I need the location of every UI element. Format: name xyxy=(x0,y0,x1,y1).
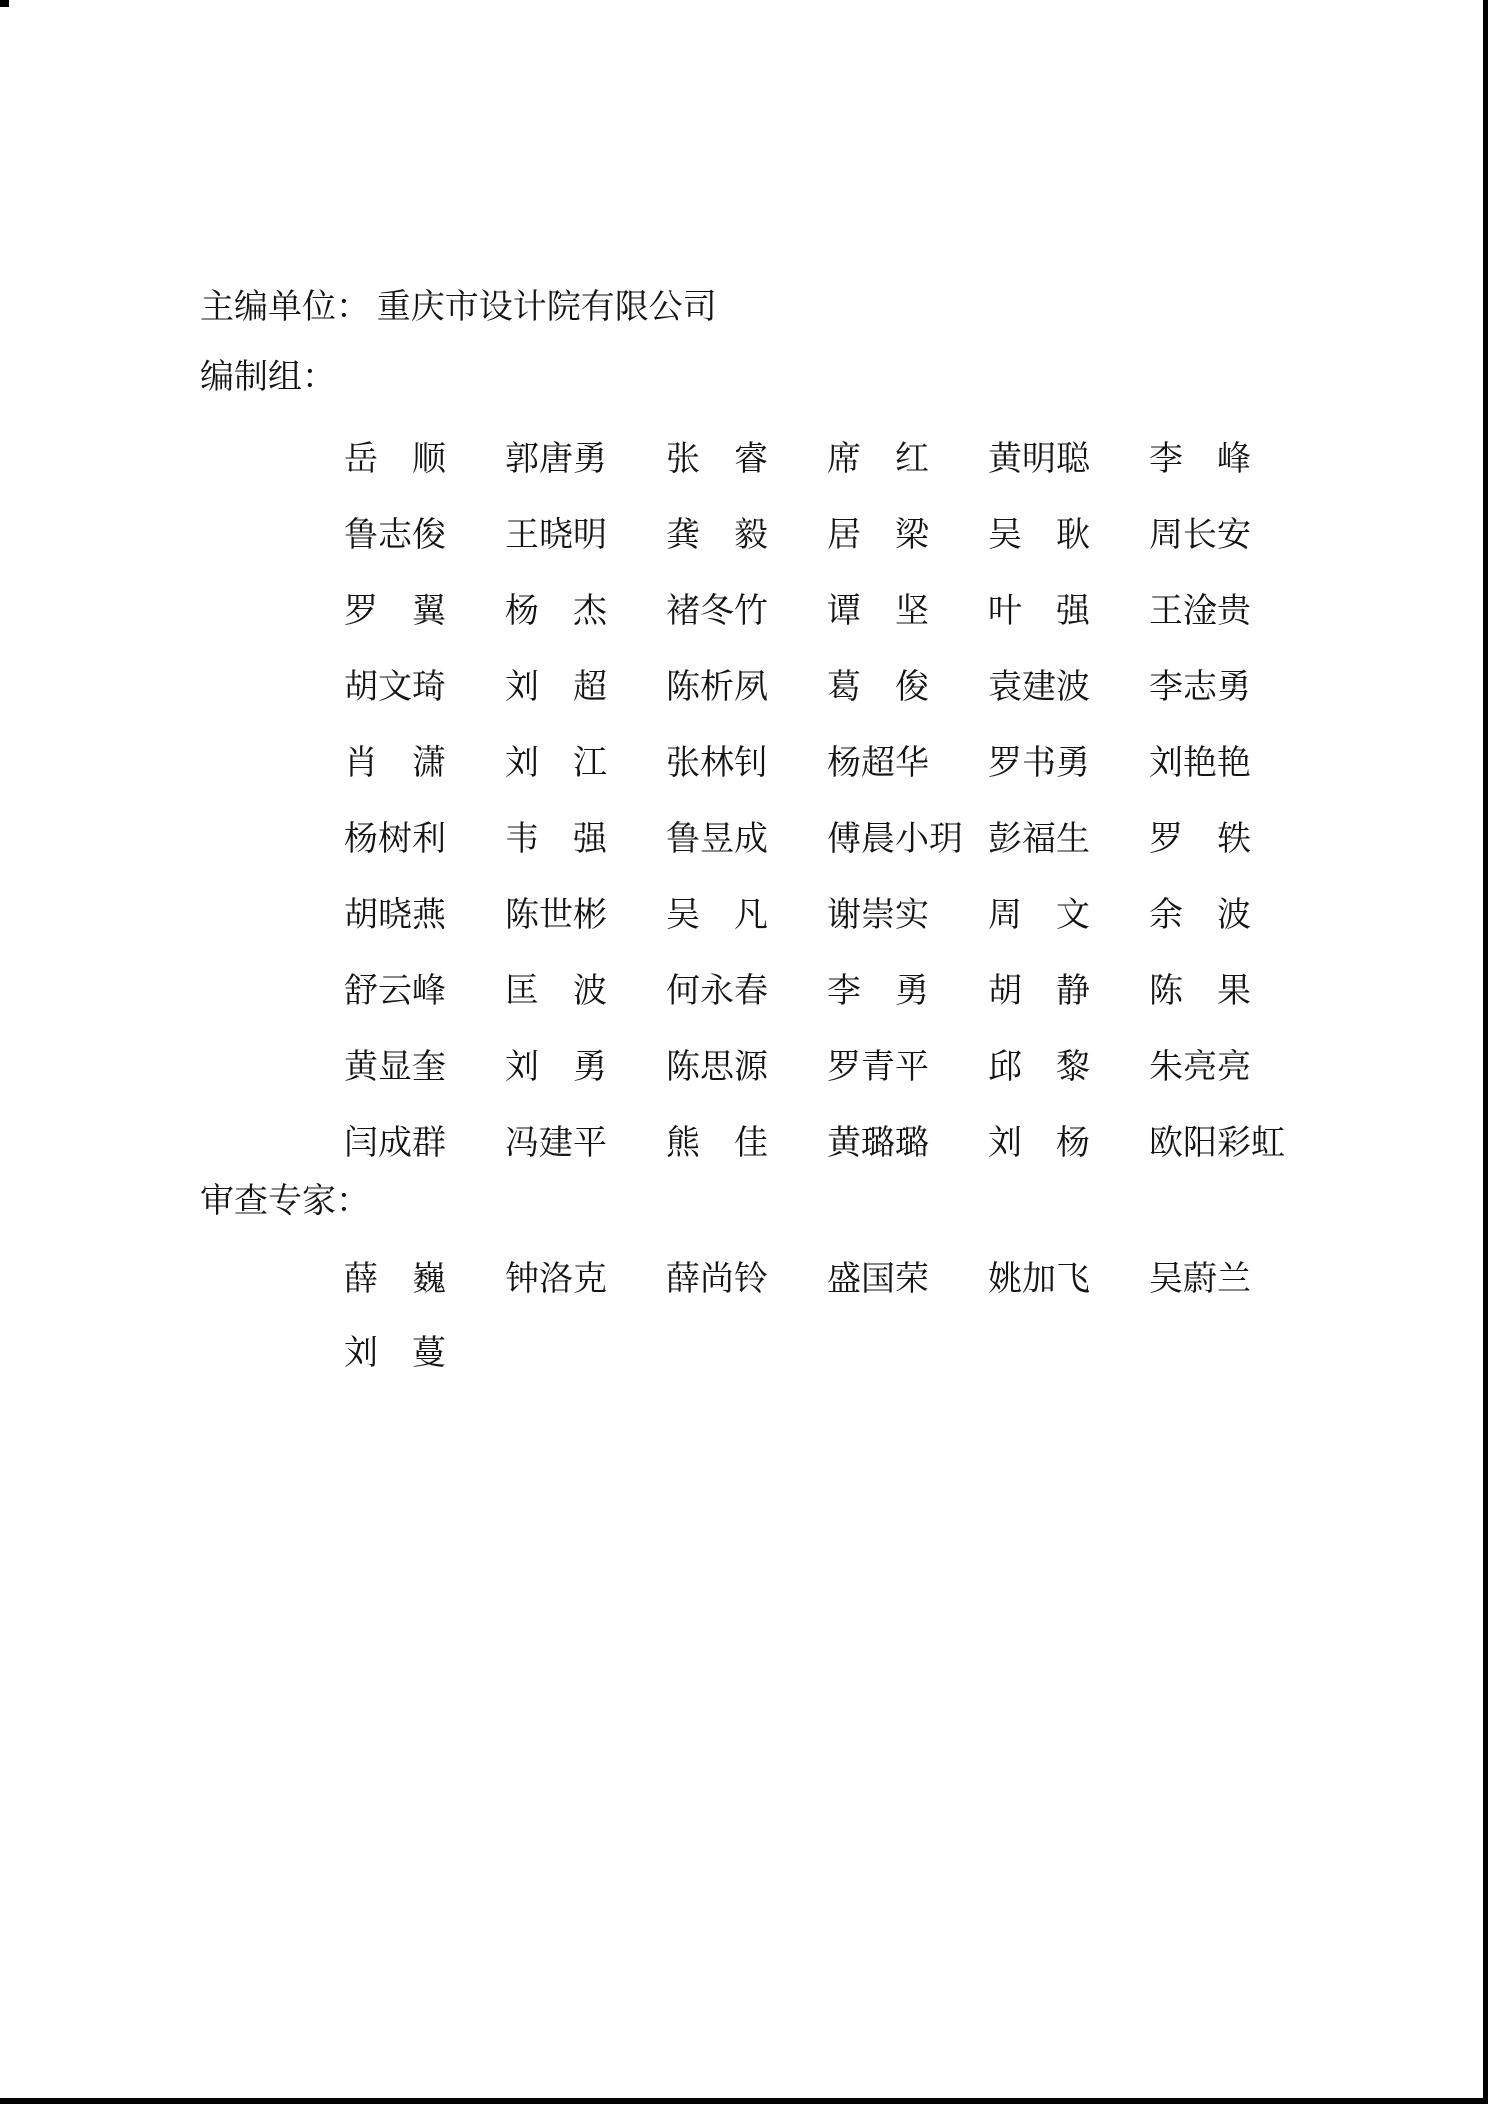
editorial-row xyxy=(344,747,1251,781)
person-name: 周长安 xyxy=(1149,517,1251,554)
chief-editor-label: 主编单位： xyxy=(200,289,370,326)
person-name: 王晓明 xyxy=(505,517,607,554)
person-name: 刘 江 xyxy=(505,745,607,782)
person-name: 欧阳彩虹 xyxy=(1149,1125,1285,1162)
person-name: 席 红 xyxy=(827,441,929,478)
editorial-row xyxy=(344,595,1251,629)
person-name: 刘 杨 xyxy=(988,1125,1090,1162)
person-name: 杨树利 xyxy=(344,821,446,858)
person-name: 鲁志俊 xyxy=(344,517,446,554)
review-experts-label: 审查专家： xyxy=(200,1183,370,1220)
person-name: 罗书勇 xyxy=(988,745,1090,782)
person-name: 吴蔚兰 xyxy=(1149,1261,1251,1298)
editorial-row xyxy=(344,671,1251,705)
person-name: 舒云峰 xyxy=(344,973,446,1010)
person-name: 黄显奎 xyxy=(344,1049,446,1086)
person-name: 李 峰 xyxy=(1149,441,1251,478)
person-name: 邱 黎 xyxy=(988,1049,1090,1086)
person-name: 谢崇实 xyxy=(827,897,929,934)
scan-artifact-bottom-edge xyxy=(0,2098,1488,2104)
person-name: 鲁昱成 xyxy=(666,821,768,858)
person-name: 姚加飞 xyxy=(988,1261,1090,1298)
person-name: 居 梁 xyxy=(827,517,929,554)
person-name: 谭 坚 xyxy=(827,593,929,630)
person-name: 刘 勇 xyxy=(505,1049,607,1086)
scan-artifact-right-edge xyxy=(1483,0,1488,2104)
person-name: 陈 果 xyxy=(1149,973,1251,1010)
expert-row xyxy=(344,1337,1149,1371)
person-name: 刘艳艳 xyxy=(1149,745,1251,782)
person-name: 彭福生 xyxy=(988,821,1090,858)
person-name: 王淦贵 xyxy=(1149,593,1251,630)
person-name: 陈世彬 xyxy=(505,897,607,934)
person-name: 罗青平 xyxy=(827,1049,929,1086)
chief-editor-value: 重庆市设计院有限公司 xyxy=(376,289,717,326)
editorial-group-label: 编制组： xyxy=(200,359,336,396)
person-name: 刘 蔓 xyxy=(344,1335,446,1372)
person-name: 熊 佳 xyxy=(666,1125,768,1162)
person-name: 胡晓燕 xyxy=(344,897,446,934)
person-name: 薛尚铃 xyxy=(666,1261,768,1298)
person-name: 杨超华 xyxy=(827,745,929,782)
person-name: 周 文 xyxy=(988,897,1090,934)
person-name: 薛 巍 xyxy=(344,1261,446,1298)
chief-editor-line xyxy=(200,291,717,325)
person-name: 葛 俊 xyxy=(827,669,929,706)
person-name: 褚冬竹 xyxy=(666,593,768,630)
person-name: 罗 轶 xyxy=(1149,821,1251,858)
person-name: 张 睿 xyxy=(666,441,768,478)
editorial-row xyxy=(344,823,1251,857)
person-name: 陈析夙 xyxy=(666,669,768,706)
person-name: 龚 毅 xyxy=(666,517,768,554)
person-name: 余 波 xyxy=(1149,897,1251,934)
person-name: 吴 耿 xyxy=(988,517,1090,554)
person-name: 盛国荣 xyxy=(827,1261,929,1298)
person-name: 郭唐勇 xyxy=(505,441,607,478)
editorial-row xyxy=(344,899,1251,933)
person-name: 李志勇 xyxy=(1149,669,1251,706)
person-name: 黄璐璐 xyxy=(827,1125,929,1162)
person-name: 肖 潇 xyxy=(344,745,446,782)
person-name: 韦 强 xyxy=(505,821,607,858)
person-name: 匡 波 xyxy=(505,973,607,1010)
editorial-row xyxy=(344,1127,1285,1161)
person-name: 袁建波 xyxy=(988,669,1090,706)
person-name: 钟洛克 xyxy=(505,1261,607,1298)
person-name: 罗 翼 xyxy=(344,593,446,630)
person-name: 刘 超 xyxy=(505,669,607,706)
person-name: 岳 顺 xyxy=(344,441,446,478)
expert-row xyxy=(344,1263,1251,1297)
editorial-row xyxy=(344,1051,1251,1085)
person-name: 朱亮亮 xyxy=(1149,1049,1251,1086)
person-name: 张林钊 xyxy=(666,745,768,782)
person-name: 何永春 xyxy=(666,973,768,1010)
person-name: 吴 凡 xyxy=(666,897,768,934)
person-name: 陈思源 xyxy=(666,1049,768,1086)
person-name: 李 勇 xyxy=(827,973,929,1010)
editorial-row xyxy=(344,519,1251,553)
person-name: 闫成群 xyxy=(344,1125,446,1162)
person-name: 傅晨小玥 xyxy=(827,821,963,858)
editorial-row xyxy=(344,443,1251,477)
person-name: 黄明聪 xyxy=(988,441,1090,478)
person-name: 胡文琦 xyxy=(344,669,446,706)
scan-artifact-corner xyxy=(0,0,9,7)
person-name: 胡 静 xyxy=(988,973,1090,1010)
person-name: 叶 强 xyxy=(988,593,1090,630)
editorial-row xyxy=(344,975,1251,1009)
person-name: 冯建平 xyxy=(505,1125,607,1162)
person-name: 杨 杰 xyxy=(505,593,607,630)
